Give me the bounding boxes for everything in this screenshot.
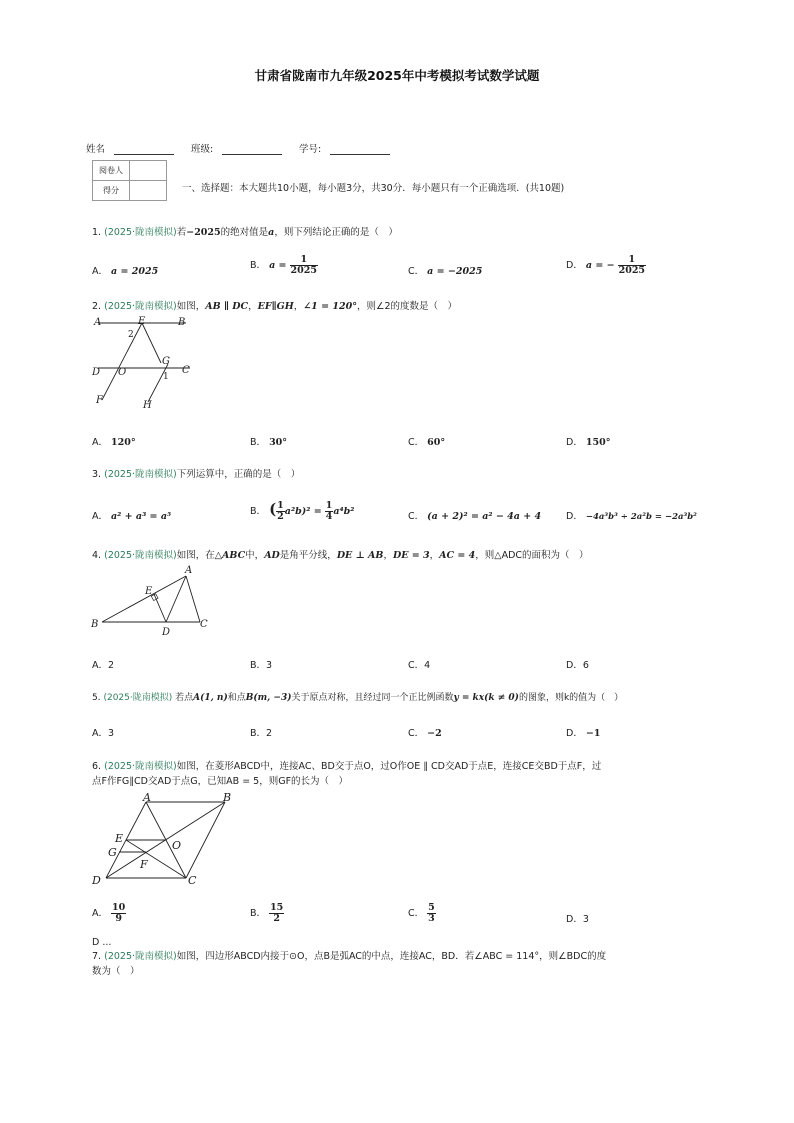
q4-figure <box>88 562 218 640</box>
q5-option-d[interactable]: D． −1 <box>566 728 601 739</box>
label-B: B <box>223 791 232 804</box>
q5-option-c[interactable]: C． −2 <box>408 728 442 739</box>
source-tag: (2025·陇南模拟) <box>104 227 177 238</box>
q4-option-c[interactable]: C．4 <box>408 660 431 671</box>
question-1: 1. (2025·陇南模拟)若−2025的绝对值是a，则下列结论正确的是（ ） <box>92 227 398 238</box>
label-A: A <box>94 317 102 328</box>
label-O: O <box>172 839 182 852</box>
q3-option-c[interactable]: C． (a + 2)² = a² − 4a + 4 <box>408 511 542 522</box>
label-D: D <box>162 627 171 638</box>
class-label: 班级: <box>191 144 214 155</box>
q4-option-a[interactable]: A．2 <box>92 660 115 671</box>
q4-option-b[interactable]: B．3 <box>250 660 273 671</box>
q1-option-d[interactable]: D． a = − $\frac{1}{2025}$ <box>566 254 646 276</box>
id-blank[interactable] <box>330 144 390 155</box>
question-number: 1. <box>92 227 102 238</box>
id-field[interactable] <box>299 141 390 155</box>
q3-option-b[interactable]: B． ( $\frac{1}{2}$ a²b)² = $\frac{1}{4}$ a⁴b² <box>250 500 355 522</box>
q6-option-d[interactable]: D．3 <box>566 914 589 925</box>
question-4: 4. (2025·陇南模拟)如图，在△ABC中，AD是角平分线，DE ⊥ AB，DE = 3，AC = 4，则△ADC的面积为（ ） <box>92 550 589 561</box>
label-F: F <box>96 395 103 406</box>
question-7: 7. (2025·陇南模拟)如图，四边形ABCD内接于⊙O，点B是弧AC的中点，连接AC，BD．若∠ABC = 114°，则∠BDC的度 数为（ ） <box>92 951 607 977</box>
label-G: G <box>108 846 117 859</box>
question-5: 5. (2025·陇南模拟) 若点A(1, n)和点B(m, −3)关于原点对称，且经过同一个正比例函数y = kx(k ≠ 0)的图象，则k的值为（ ） <box>92 693 624 703</box>
q2-option-d[interactable]: D． 150° <box>566 437 611 448</box>
label-2: 2 <box>128 330 134 340</box>
name-blank[interactable] <box>114 144 174 155</box>
q6-option-c[interactable]: C． $\frac{5}{3}$ <box>408 902 435 924</box>
q6-option-b[interactable]: B． $\frac{15}{2}$ <box>250 902 284 924</box>
score-label: 得分 <box>93 181 130 201</box>
q3-option-a[interactable]: A． a² + a³ = a⁵ <box>92 511 172 522</box>
id-label: 学号: <box>299 144 322 155</box>
label-D: D <box>92 874 101 887</box>
q1-option-c[interactable]: C． a = −2025 <box>408 266 483 277</box>
label-D: D <box>92 367 101 378</box>
q5-option-a[interactable]: A．3 <box>92 728 115 739</box>
label-1: 1 <box>163 372 169 382</box>
q1-option-b[interactable]: B． a = $\frac{1}{2025}$ <box>250 254 317 276</box>
q2-figure <box>88 312 198 412</box>
question-6: 6. (2025·陇南模拟)如图，在菱形ABCD中，连接AC、BD交于点O，过O作OE ∥ CD交AD于点E，连接CE交BD于点F，过 点F作FG∥CD交AD于点G，已知AB = 5，则GF的长为（ ） <box>92 761 602 787</box>
q2-option-b[interactable]: B． 30° <box>250 437 288 448</box>
label-H: H <box>143 400 152 411</box>
question-3: 3. (2025·陇南模拟)下列运算中，正确的是（ ） <box>92 469 301 480</box>
class-blank[interactable] <box>222 144 282 155</box>
name-label: 姓名 <box>86 144 106 155</box>
label-E: E <box>138 316 146 327</box>
trailing-option-d: D ... <box>92 937 112 948</box>
label-C: C <box>200 619 208 630</box>
question-2: 2. (2025·陇南模拟)如图，AB ∥ DC，EF∥GH，∠1 = 120°，则∠2的度数是（ ） <box>92 301 458 312</box>
score-table <box>92 160 167 201</box>
section-heading: 一、选择题：本大题共10小题，每小题3分，共30分．每小题只有一个正确选项．(共10题) <box>182 183 565 194</box>
q6-figure <box>88 790 238 888</box>
label-B: B <box>91 619 99 630</box>
page-title: 甘肃省陇南市九年级2025年中考模拟考试数学试题 <box>254 68 540 83</box>
label-F: F <box>140 858 148 871</box>
label-E: E <box>115 832 124 845</box>
label-A: A <box>143 791 151 804</box>
label-C: C <box>182 365 190 376</box>
q2-option-c[interactable]: C． 60° <box>408 437 446 448</box>
label-E: E <box>145 586 153 597</box>
label-B: B <box>178 317 186 328</box>
q6-option-a[interactable]: A． $\frac{10}{9}$ <box>92 902 126 924</box>
label-O: O <box>118 367 127 378</box>
q1-option-a[interactable]: A． a = 2025 <box>92 266 159 277</box>
q3-option-d[interactable]: D． −4a³b³ ÷ 2a²b = −2a³b² <box>566 511 697 522</box>
q4-option-d[interactable]: D．6 <box>566 660 589 671</box>
q5-option-b[interactable]: B．2 <box>250 728 273 739</box>
class-field[interactable] <box>191 141 282 155</box>
label-G: G <box>162 356 170 367</box>
score-cell[interactable] <box>130 181 167 201</box>
label-C: C <box>188 874 197 887</box>
name-field[interactable] <box>86 141 174 155</box>
grader-label: 阅卷人 <box>93 161 130 181</box>
label-A: A <box>185 565 193 576</box>
grader-cell[interactable] <box>130 161 167 181</box>
q2-option-a[interactable]: A． 120° <box>92 437 136 448</box>
